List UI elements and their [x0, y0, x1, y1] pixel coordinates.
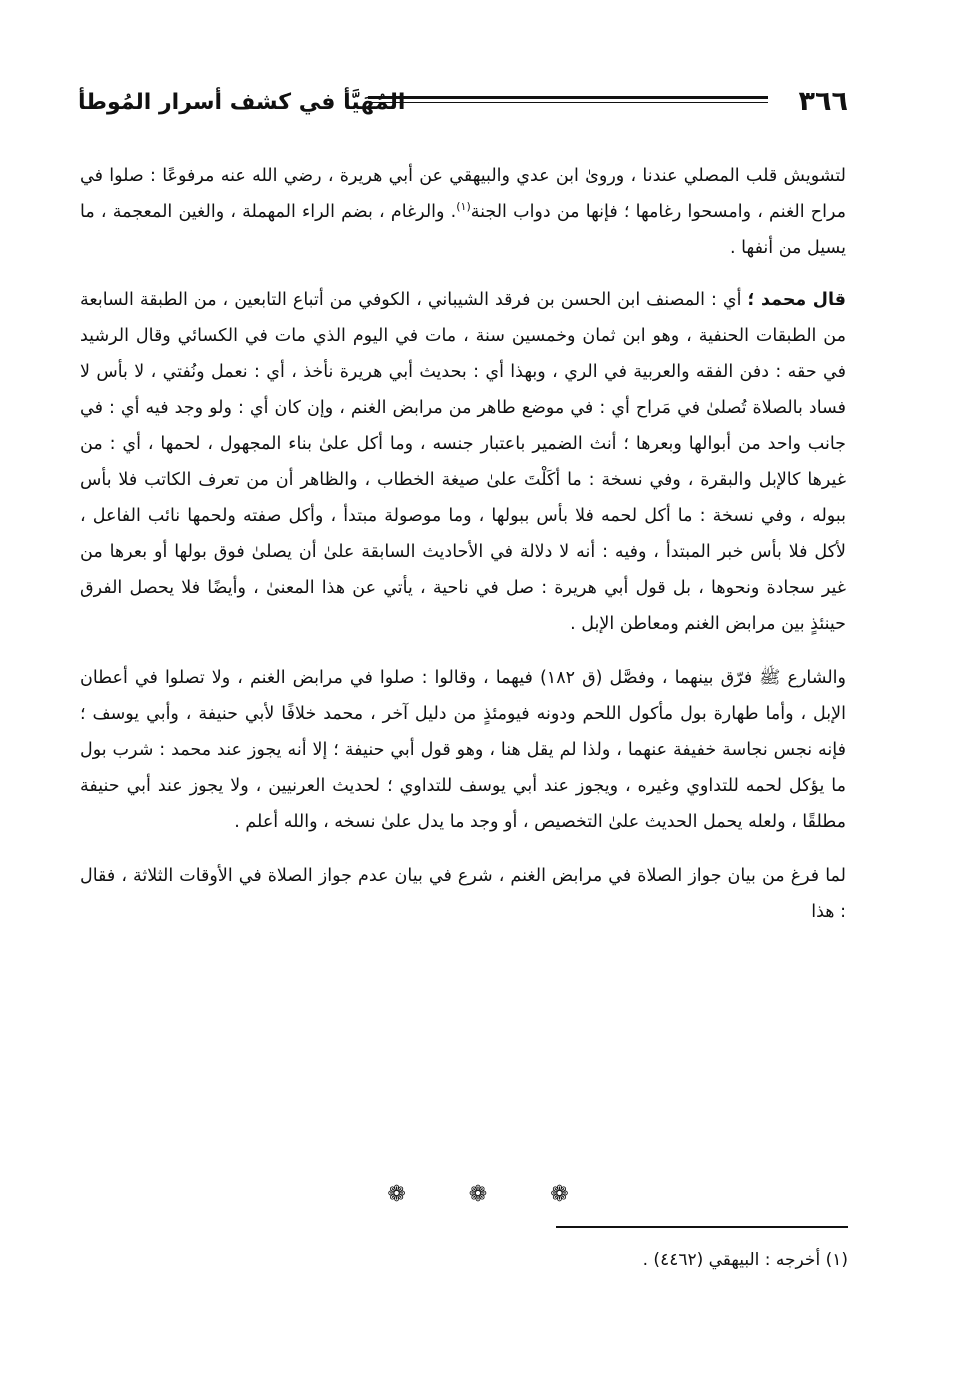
page-number: ٣٦٦	[798, 86, 848, 117]
footnote: (١) أخرجه : البيهقي (٤٤٦٢) .	[642, 1250, 848, 1270]
separator-ornament-icon: ❁	[387, 1182, 406, 1207]
paragraph-text-tail: . والرغام ، بضم الراء المهملة ، والغين المعجمة ، ما يسيل من أنفها .	[80, 202, 846, 258]
paragraph-3	[80, 660, 846, 840]
running-title: المُهَيَّأ في كشف أسرار المُوطأ	[78, 90, 406, 115]
separator-ornament-icon: ❁	[550, 1182, 569, 1207]
separator-ornament-icon: ❁	[468, 1182, 488, 1207]
body-text	[80, 158, 846, 948]
paragraph-text: والشارع ﷺ فرّق بينهما ، وفصَّل (ق ١٨٢) فيهما ، وقالوا : صلوا في مرابض الغنم ، ولا تصلوا في أعطان الإبل ، وأما طهارة بول مأكول اللحم ودونه فيومئذٍ من دليل آخر ، محمد خلافًا لأبي حنيفة ، وأبي يوسف ؛ فإنه نجس نجاسة خفيفة عنهما ، ولذا لم يقل هنا ، وهو قول أبي حنيفة ؛ إلا أنه يجوز عند محمد : شرب بول ما يؤكل لحمه للتداوي وغيره ، ويجوز عند أبي يوسف للتداوي ؛ لحديث العرنيين ، ولا يجوز عند أبي حنيفة مطلقًا ، ولعله يحمل الحديث علىٰ التخصيص ، أو وجد ما يدل علىٰ نسخه ، والله أعلم .	[80, 668, 846, 832]
paragraph-text: أي : المصنف ابن الحسن بن فرقد الشيباني ، الكوفي من أتباع التابعين ، من الطبقة السابعة من الطبقات الحنفية ، وهو ابن ثمان وخمسين سنة ، مات في اليوم الذي مات في الكسائي وقال الرشيد في حقه : دفن الفقه والعربية في الري ، وبهذا أي : بحديث أبي هريرة نأخذ ، أي : نعمل ونُفتي ، لا بأس لا فساد بالصلاة تُصلىٰ في مَراح أي : في موضع طاهر من مرابض الغنم ، وإن كان أي : ولو وجد فيه أي : في جانب واحد من أبوالها وبعرها ؛ أنث الضمير باعتبار جنسه ، وما أكل علىٰ بناء المجهول ، لحمها ، أي : من غيرها كالإبل والبقرة ، وفي نسخة : ما أكَلْتَ علىٰ صيغة الخطاب ، والظاهر أن من تعرف الكاتب فلا بأس ببوله ، وفي نسخة : ما أكل لحمه فلا بأس ببولها ، وما موصولة مبتدأ ، وأكل صفته ولحمها نائب الفاعل ، لأكل فلا بأس خبر المبتدأ ، وفيه : أنه لا دلالة في الأحاديث السابقة علىٰ أن يصلىٰ فوق بولها أو بعرها من غير سجادة ونحوها ، بل قول أبي هريرة : صل في ناحية ، يأتي عن هذا المعنىٰ ، وأيضًا فلا يحصل الفرق حينئذٍ بين مرابض الغنم ومعاطن الإبل .	[80, 290, 846, 634]
paragraph-text: لما فرغ من بيان جواز الصلاة في مرابض الغنم ، شرع في بيان عدم جواز الصلاة في الأوقات الثلاثة ، فقال : هذا	[80, 866, 846, 922]
paragraph-1	[80, 158, 846, 266]
footnote-reference[interactable]: (١)	[456, 200, 471, 214]
paragraph-4	[80, 858, 846, 930]
paragraph-2	[80, 282, 846, 642]
footnote-rule	[556, 1226, 848, 1228]
paragraph-text: لتشويش قلب المصلي عندنا ، وروىٰ ابن عدي والبيهقي عن أبي هريرة ، رضي الله عنه مرفوعًا : صلوا في مراح الغنم ، وامسحوا رغامها ؛ فإنها من دواب الجنة	[80, 166, 846, 222]
header-rule	[368, 96, 768, 103]
page-header	[78, 84, 848, 124]
section-separator	[0, 1180, 956, 1210]
speaker-label: قال محمد ؛	[747, 290, 847, 310]
